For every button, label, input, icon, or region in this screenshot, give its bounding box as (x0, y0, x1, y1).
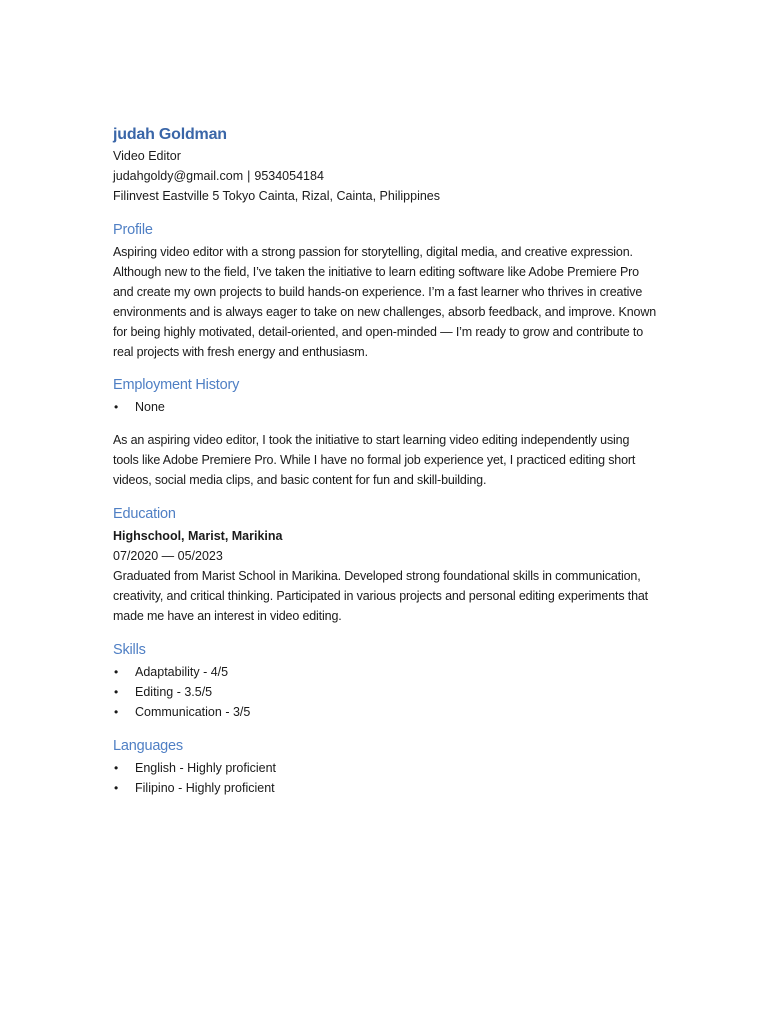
bullet-icon: • (114, 665, 119, 679)
resume-page (113, 124, 658, 798)
phone-text: 9534054184 (254, 169, 324, 183)
skill-item: Editing - 3.5/5 (135, 685, 213, 699)
skill-item: Adaptability - 4/5 (135, 665, 229, 679)
bullet-icon: • (114, 705, 119, 719)
job-title: Video Editor (113, 149, 181, 163)
skills-heading: Skills (113, 642, 146, 658)
list-item (113, 662, 658, 682)
education-school: Highschool, Marist, Marikina (113, 529, 283, 543)
education-heading: Education (113, 506, 176, 522)
languages-list (113, 758, 658, 798)
resume-header (113, 124, 658, 206)
candidate-name: judah Goldman (113, 126, 227, 143)
profile-heading: Profile (113, 222, 153, 238)
email-text: judahgoldy@gmail.com (113, 169, 244, 183)
contact-line (113, 166, 658, 186)
bullet-icon: • (114, 781, 119, 795)
skills-list (113, 662, 658, 722)
employment-description: As an aspiring video editor, I took the initiative to start learning video editing independently using tools like Adobe Premiere Pro. While I have no formal job experience yet, I practiced editing short videos, social media clips, and basic content for fun and skill-building. (113, 433, 636, 487)
education-dates: 07/2020 — 05/2023 (113, 549, 223, 563)
contact-separator: | (247, 169, 251, 183)
list-item (113, 778, 658, 798)
profile-text: Aspiring video editor with a strong passion for storytelling, digital media, and creative expression. Although new to the field, I’ve taken the initiative to learn editing software like Adobe Premiere Pro and create my own projects to build hands-on experience. I’m a fast learner who thrives in creative environments and is always eager to take on new challenges, absorb feedback, and improve. Known for being highly motivated, detail-oriented, and open-minded — I’m ready to grow and contribute to real projects with fresh energy and enthusiasm. (113, 245, 657, 359)
employment-heading: Employment History (113, 377, 240, 393)
profile-section (113, 220, 658, 362)
skills-section (113, 640, 658, 722)
skill-item: Communication - 3/5 (135, 705, 251, 719)
address-text: Filinvest Eastville 5 Tokyo Cainta, Rizal, Cainta, Philippines (113, 189, 441, 203)
language-item: Filipino - Highly proficient (135, 781, 275, 795)
education-description: Graduated from Marist School in Marikina. Developed strong foundational skills in communication, creativity, and critical thinking. Participated in various projects and personal editing experiments that made me have an interest in video editing. (113, 569, 648, 623)
languages-section (113, 736, 658, 798)
bullet-icon: • (114, 761, 119, 775)
list-item (113, 702, 658, 722)
employment-list (113, 397, 658, 417)
language-item: English - Highly proficient (135, 761, 277, 775)
education-section (113, 504, 658, 626)
languages-heading: Languages (113, 738, 183, 754)
bullet-icon: • (114, 685, 119, 699)
list-item (113, 758, 658, 778)
employment-section (113, 375, 658, 490)
bullet-icon: • (114, 400, 119, 414)
list-item (113, 682, 658, 702)
employment-item: None (135, 400, 165, 414)
list-item (113, 397, 658, 417)
